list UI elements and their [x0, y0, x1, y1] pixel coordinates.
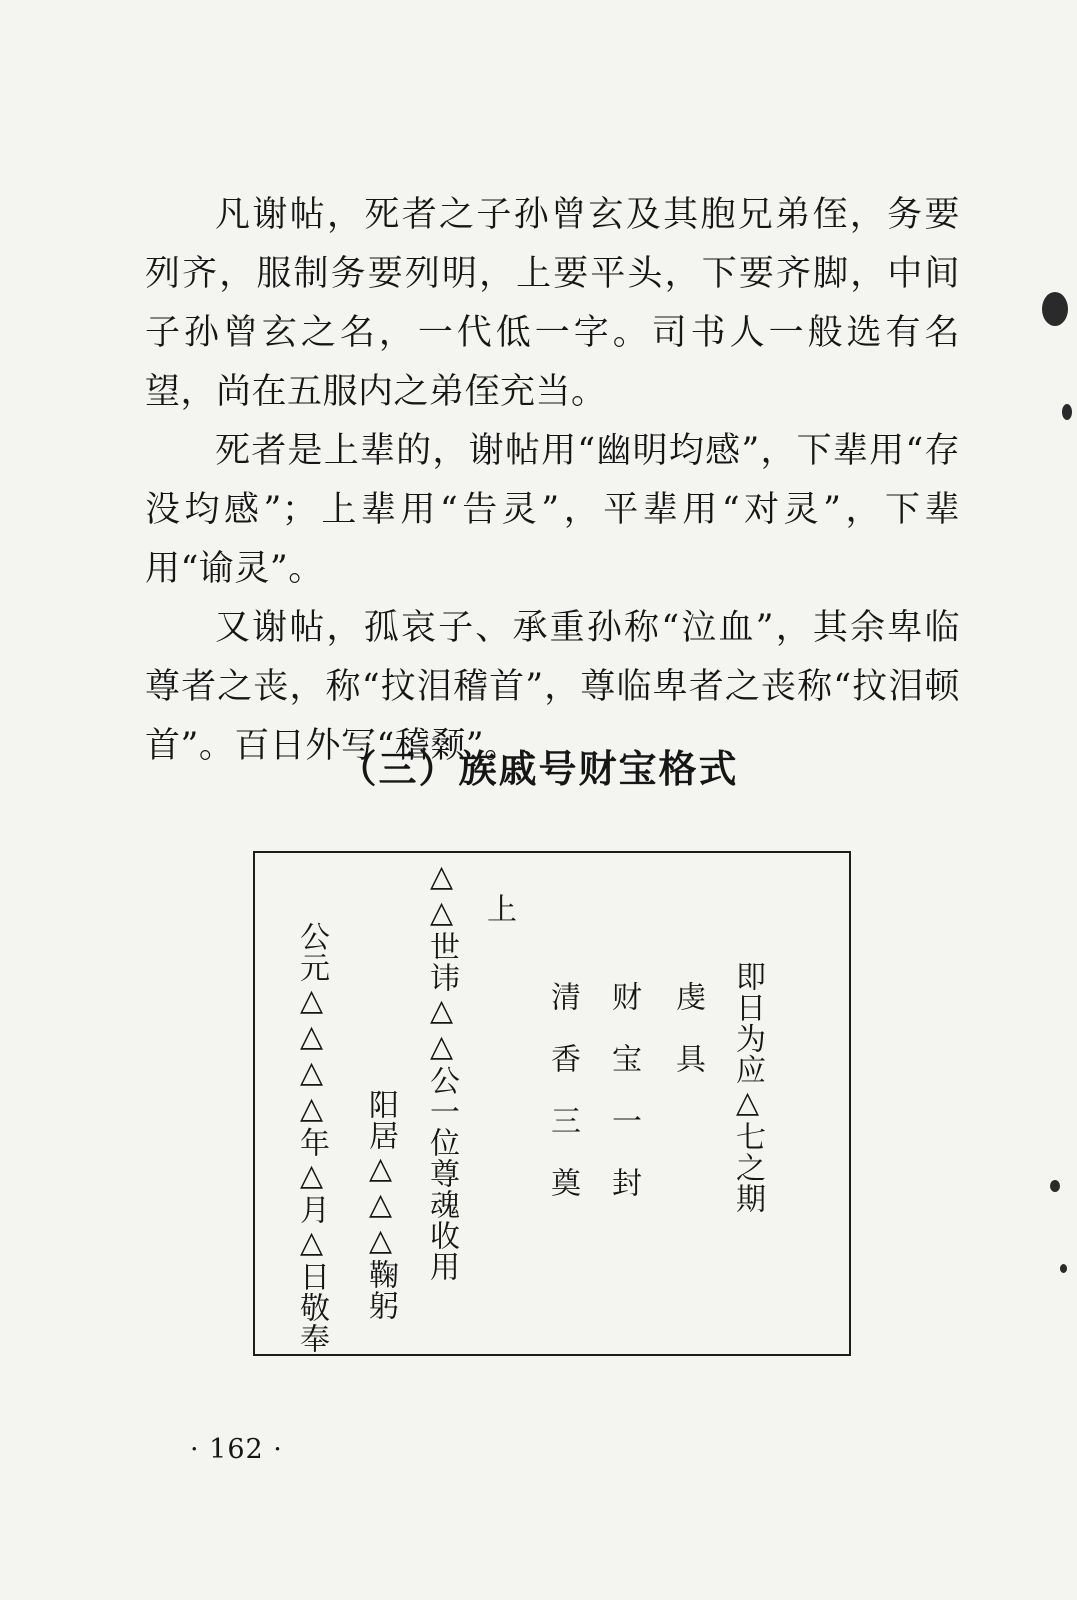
- body-text: [145, 186, 960, 776]
- form-column-date-period: 即日为应△七之期: [730, 961, 765, 1214]
- paragraph-thank-you-card-rules: 凡谢帖，死者之子孙曾玄及其胞兄弟侄，务要列齐，服制务要列明，上要平头，下要齐脚，中间子孙曾玄之名，一代低一字。司书人一般选有名望，尚在五服内之弟侄充当。: [145, 195, 960, 412]
- form-column-date: 公元△△△△年△月△日敬奉: [294, 921, 329, 1354]
- form-column-recipient: △△世讳△△公一位尊魂收用: [424, 859, 459, 1282]
- page-number: · 162 ·: [190, 1434, 283, 1465]
- scan-speck: [1042, 292, 1068, 326]
- form-column-offering-3: 清香三奠: [545, 981, 580, 1229]
- paragraph-mourning-terms: 又谢帖，孤哀子、承重孙称“泣血”，其余卑临尊者之丧，称“抆泪稽首”，尊临卑者之丧称“抆泪顿首”。百日外写“稽颡”。: [145, 608, 960, 766]
- offering-form-template: [253, 851, 851, 1356]
- scan-speck: [1062, 404, 1072, 420]
- form-column-offering-2: 财宝一封: [606, 981, 641, 1229]
- paragraph-generation-terms: 死者是上辈的，谢帖用“幽明均感”，下辈用“存没均感”；上辈用“告灵”，平辈用“对灵”，下辈用“谕灵”。: [145, 431, 960, 589]
- form-column-shang: 上: [481, 893, 516, 924]
- form-column-sender: 阳居△△△鞠躬: [363, 1089, 398, 1321]
- scan-speck: [1060, 1264, 1067, 1273]
- scan-speck: [1050, 1180, 1060, 1192]
- section-heading: （三）族戚号财宝格式: [338, 747, 739, 791]
- form-column-offering-1: 虔具: [670, 981, 705, 1105]
